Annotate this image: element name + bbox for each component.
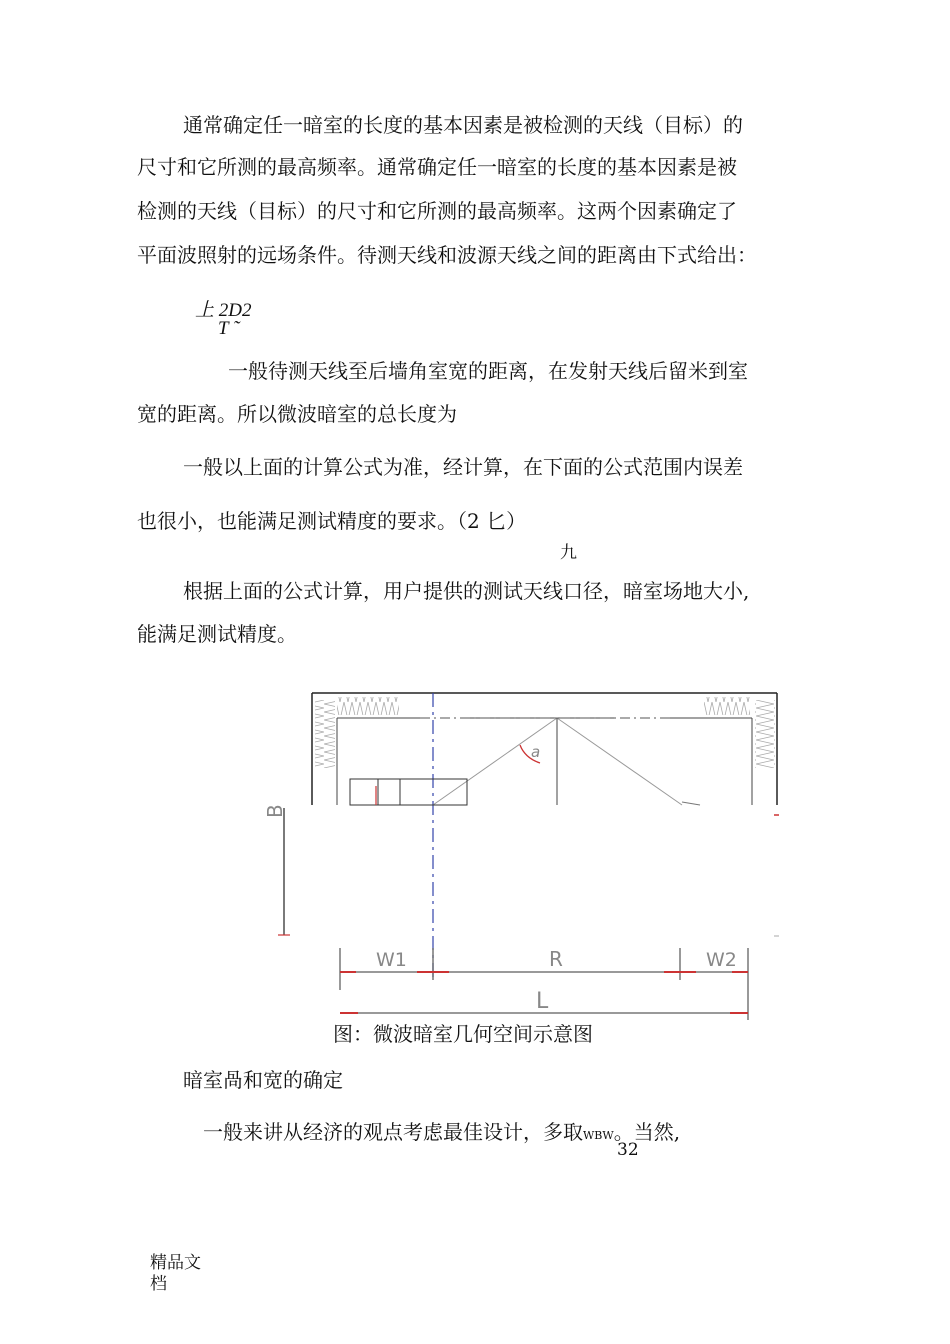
paragraph-1-line-4: 平面波照射的远场条件。待测天线和波源天线之间的距离由下式给出： [137, 243, 757, 267]
paragraph-4-line-1: 根据上面的公式计算，用户提供的测试天线口径，暗室场地大小, [183, 579, 750, 603]
paragraph-1-line-1: 通常确定任一暗室的长度的基本因素是被检测的天线（目标）的 [183, 113, 743, 137]
alpha-label: a [531, 743, 541, 761]
footer-line-2: 档 [150, 1274, 167, 1294]
paragraph-2-line-2: 宽的距离。所以微波暗室的总长度为 [137, 402, 457, 426]
label-L: L [536, 989, 549, 1014]
paragraph-1-line-2: 尺寸和它所测的最高频率。通常确定任一暗室的长度的基本因素是被 [137, 155, 737, 179]
paragraph-3-line-1: 一般以上面的计算公式为准，经计算，在下面的公式范围内误差 [183, 455, 743, 479]
label-W2: W2 [706, 949, 737, 971]
paragraph-1-line-3: 检测的天线（目标）的尺寸和它所测的最高频率。这两个因素确定了 [137, 199, 737, 223]
stray-character: 九 [560, 543, 577, 563]
label-R: R [549, 947, 563, 971]
figure-caption: 图：微波暗室几何空间示意图 [333, 1022, 593, 1046]
paragraph-3-line-2: 也很小，也能满足测试精度的要求。（2 匕） [137, 509, 527, 533]
absorber-top-right [704, 697, 750, 715]
absorber-left-corner [315, 700, 335, 768]
ray-lines [433, 718, 682, 805]
label-B: B [263, 804, 287, 818]
paragraph-2-line-1: 一般待测天线至后墙角室宽的距离，在发射天线后留米到室 [228, 359, 748, 383]
paragraph-5-formula: WBW [583, 1129, 614, 1142]
label-W1: W1 [376, 949, 407, 971]
paragraph-5 [203, 1118, 680, 1150]
formula-top: 上 2D2 [195, 300, 252, 321]
paragraph-5-tail: 。当然, [613, 1120, 681, 1144]
section-heading: 暗室咼和宽的确定 [183, 1068, 343, 1092]
formula-bottom: T ˜ [218, 318, 240, 339]
right-antenna-edge [682, 802, 700, 805]
page-number: 32 [617, 1140, 639, 1160]
absorber-right-corner [755, 700, 775, 768]
absorber-top-left [337, 697, 399, 715]
paragraph-4-line-2: 能满足测试精度。 [137, 622, 297, 646]
paragraph-5-text: 一般来讲从经济的观点考虑最佳设计，多取 [203, 1120, 583, 1144]
footer-line-1: 精品文 [150, 1253, 201, 1273]
antenna-box [350, 779, 467, 805]
